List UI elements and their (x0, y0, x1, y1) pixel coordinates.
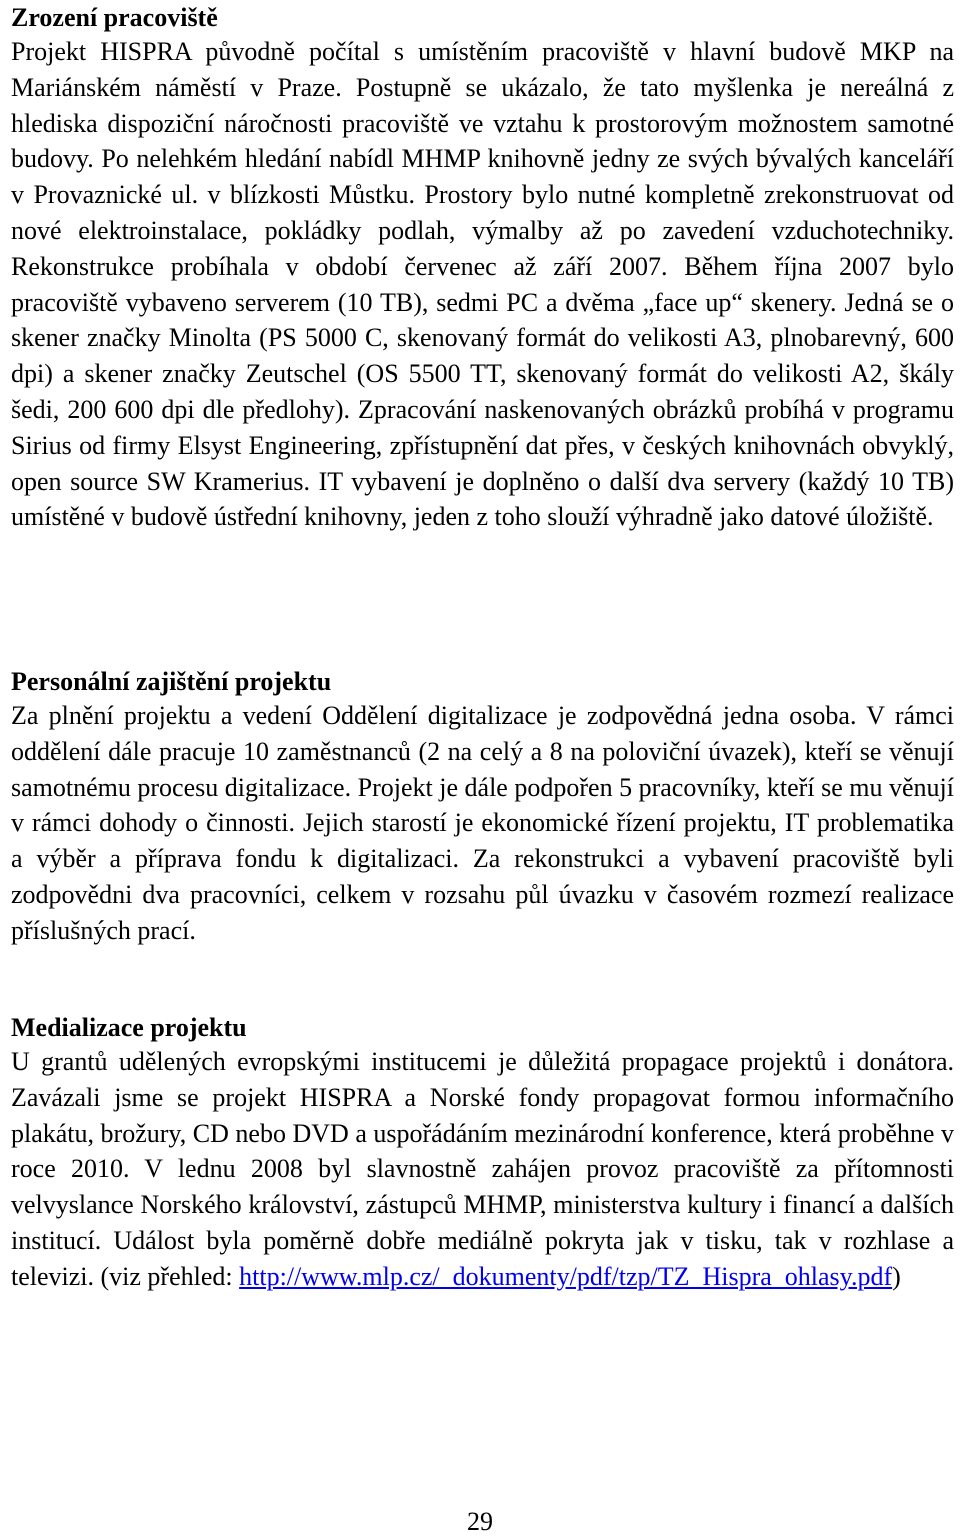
section-heading: Medializace projektu (11, 1013, 247, 1042)
section-paragraph: Za plnění projektu a vedení Oddělení digitalizace je zodpovědná jedna osoba. V rámci oddělení dále pracuje 10 zaměstnanců (2 na celý a 8 na poloviční úvazek), kteří se věnují samotnému procesu digitalizace. Projekt je dále podpořen 5 pracovníky, kteří se mu věnují v rámci dohody o činnosti. Jejich starostí je ekonomické řízení projektu, IT problematika a výběr a příprava fondu k digitalizaci. Za rekonstrukci a vybavení pracoviště byli zodpovědni dva pracovníci, celkem v rozsahu půl úvazku v časovém rozmezí realizace příslušných prací. (11, 701, 954, 945)
section-heading: Zrození pracoviště (11, 3, 218, 32)
paragraph-text-end: ) (892, 1261, 901, 1291)
section-zrozeni-pracoviste (11, 2, 954, 535)
section-paragraph: Projekt HISPRA původně počítal s umístěním pracoviště v hlavní budově MKP na Mariánském náměstí v Praze. Postupně se ukázalo, že tato myšlenka je nereálná z hlediska dispoziční náročnosti pracoviště ve vztahu k prostorovým možnostem samotné budovy. Po nelehkém hledání nabídl MHMP knihovně jedny ze svých bývalých kanceláří v Provaznické ul. v blízkosti Můstku. Prostory bylo nutné kompletně zrekonstruovat od nové elektroinstalace, pokládky podlah, výmalby až po zavedení vzduchotechniky. Rekonstrukce probíhala v období červenec až září 2007. Během října 2007 bylo pracoviště vybaveno serverem (10 TB), sedmi PC a dvěma „face up“ skenery. Jedná se o skener značky Minolta (PS 5000 C, skenovaný formát do velikosti A3, plnobarevný, 600 dpi) a skener značky Zeutschel (OS 5500 TT, skenovaný formát do velikosti A2, škály šedi, 200 600 dpi dle předlohy). Zpracování naskenovaných obrázků probíhá v programu Sirius od firmy Elsyst Engineering, zpřístupnění dat přes, v českých knihovnách obvyklý, open source SW Kramerius. IT vybavení je doplněno o další dva servery (každý 10 TB) umístěné v budově ústřední knihovny, jeden z toho slouží výhradně jako datové úložiště. (11, 37, 954, 532)
page-number: 29 (467, 1507, 493, 1536)
section-paragraph (11, 1044, 954, 1295)
paragraph-text: U grantů udělených evropskými institucemi je důležitá propagace projektů i donátora. Zavázali jsme se projekt HISPRA a Norské fondy propagovat formou informačního plakátu, brožury, CD nebo DVD a uspořádáním mezinárodní konference, která proběhne v roce 2010. V lednu 2008 byl slavnostně zahájen provoz pracoviště za přítomnosti velvyslance Norského království, zástupců MHMP, ministerstva kultury i financí a dalších institucí. Událost byla poměrně dobře mediálně pokryta jak v tisku, tak v rozhlase a televizi. (viz přehled: (11, 1047, 954, 1291)
section-medializace (11, 1012, 954, 1295)
section-heading: Personální zajištění projektu (11, 667, 332, 696)
hispra-ohlasy-link[interactable]: http://www.mlp.cz/_dokumenty/pdf/tzp/TZ_Hispra_ohlasy.pdf (239, 1261, 893, 1291)
section-personalni-zajisteni (11, 666, 954, 949)
